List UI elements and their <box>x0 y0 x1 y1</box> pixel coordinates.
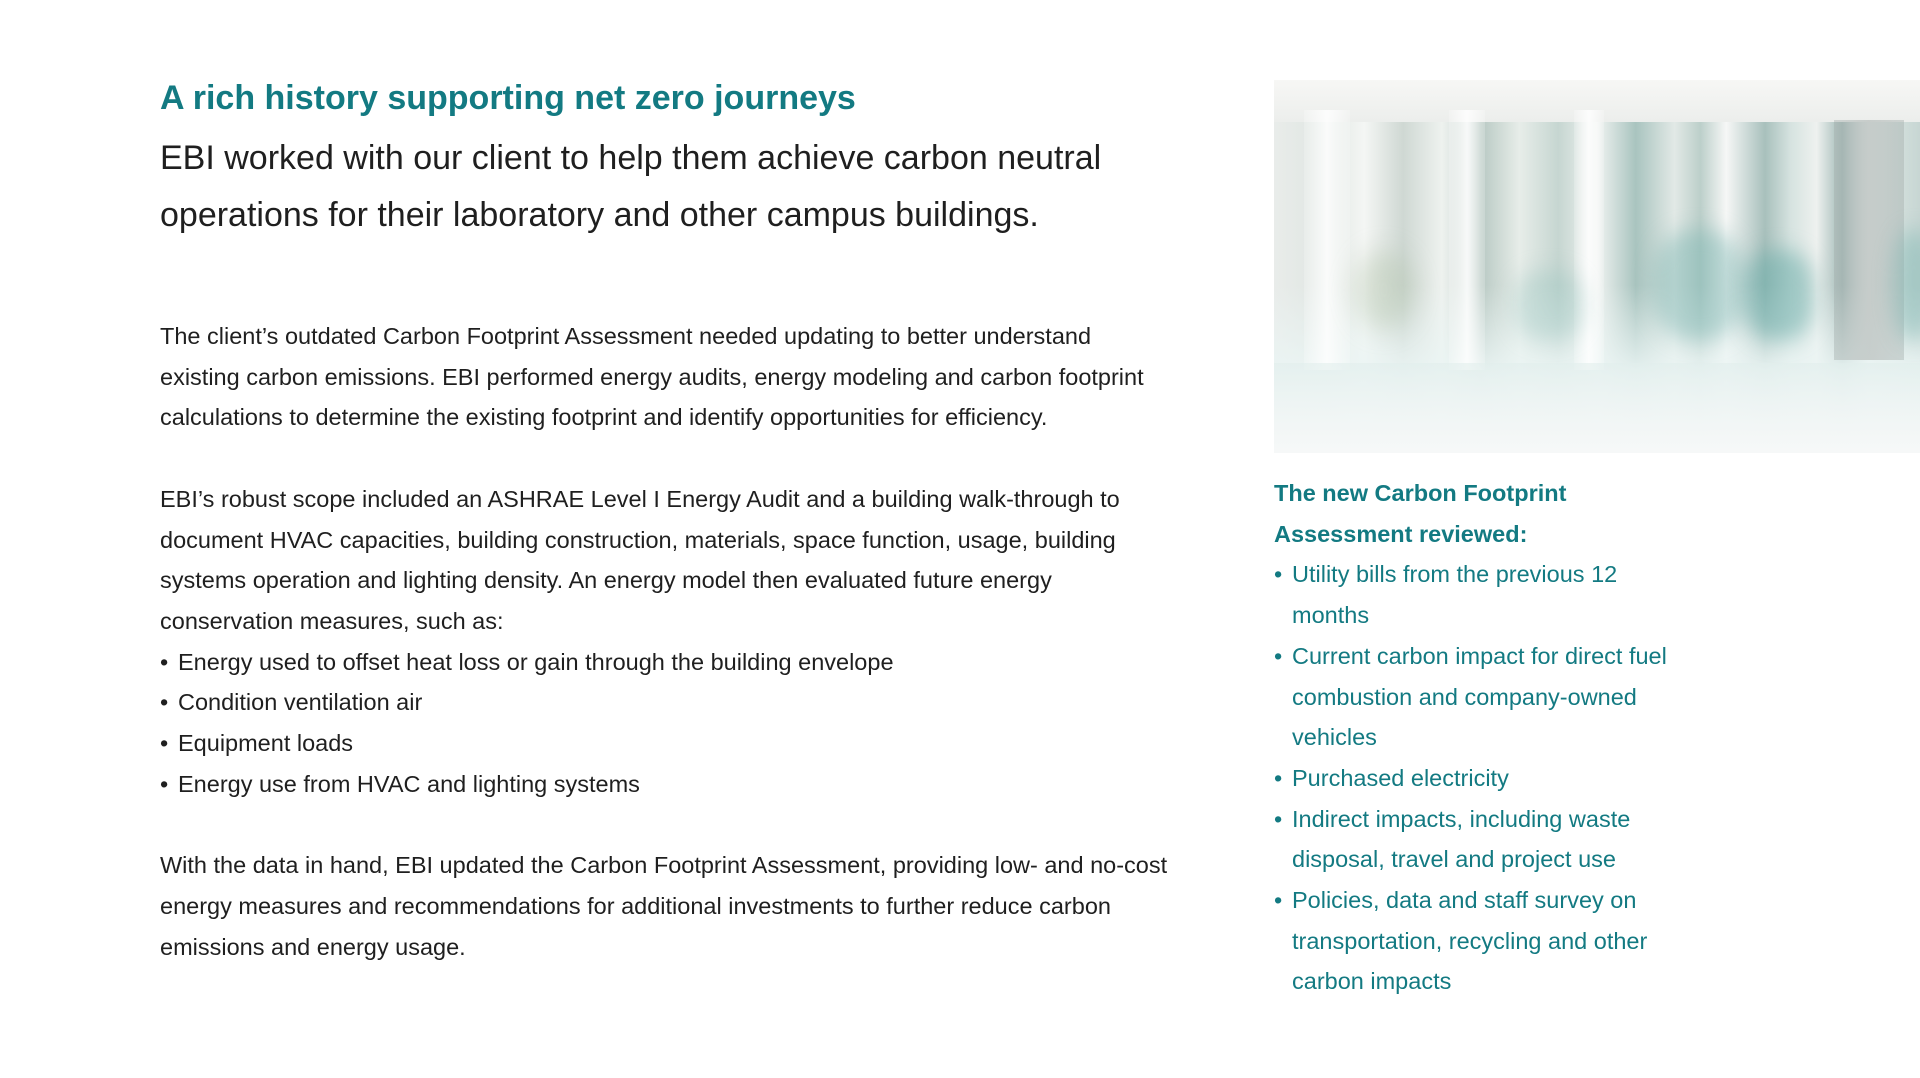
list-item <box>160 764 1170 805</box>
photo-glass <box>1894 230 1920 340</box>
list-item-text: Utility bills from the previous 12 months <box>1292 561 1618 629</box>
list-item <box>1274 554 1652 635</box>
list-item-text: Policies, data and staff survey on transportation, recycling and other carbon impacts <box>1292 887 1648 995</box>
building-interior-photo <box>1274 80 1920 453</box>
page-subhead: EBI worked with our client to help them achieve carbon neutral operations for their laboratory and other campus buildings. <box>160 139 1102 234</box>
photo-column <box>1304 110 1350 370</box>
list-item-text: Energy use from HVAC and lighting systems <box>178 770 640 797</box>
list-item-text: Condition ventilation air <box>178 689 423 716</box>
sidebar-title: The new Carbon Footprint Assessment reviewed: <box>1274 480 1567 547</box>
list-item <box>1274 758 1712 799</box>
paragraph-conclusion: With the data in hand, EBI updated the Carbon Footprint Assessment, providing low- and no-cost energy measures and recommendations for additional investments to further reduce carbon emissions and energy usage. <box>160 852 1168 960</box>
list-item-text: Indirect impacts, including waste disposal, travel and project use <box>1292 805 1631 873</box>
list-item <box>160 723 1170 764</box>
photo-greenery <box>1354 250 1414 330</box>
paragraph-intro: The client’s outdated Carbon Footprint Assessment needed updating to better understand existing carbon emissions. EBI performed energy audits, energy modeling and carbon footprint calculations to determine the existing footprint and identify opportunities for efficiency. <box>160 323 1144 431</box>
measures-list <box>160 642 1170 805</box>
list-item-text: Equipment loads <box>178 730 354 757</box>
main-content <box>160 74 1170 967</box>
list-item-text: Energy used to offset heat loss or gain through the building envelope <box>178 648 894 675</box>
paragraph-scope: EBI’s robust scope included an ASHRAE Level I Energy Audit and a building walk-through to document HVAC capacities, building construction, materials, space function, usage, building systems operation and lighting density. An energy model then evaluated future energy conservation measures, such as: <box>160 485 1120 634</box>
list-item <box>1274 880 1682 1002</box>
bullet: • <box>1274 887 1283 914</box>
photo-column <box>1834 120 1904 360</box>
photo-glass <box>1744 250 1814 340</box>
photo-column <box>1449 110 1485 370</box>
photo-floor <box>1274 363 1920 453</box>
photo-column <box>1574 110 1604 370</box>
bullet: • <box>160 770 169 797</box>
list-item <box>160 682 1170 723</box>
page-headline: A rich history supporting net zero journeys <box>160 79 856 117</box>
list-item <box>160 642 1170 683</box>
photo-glass <box>1514 270 1584 340</box>
photo-glass <box>1654 230 1744 340</box>
bullet: • <box>1274 642 1283 669</box>
review-list <box>1274 554 1774 1002</box>
bullet: • <box>1274 805 1283 832</box>
paragraph-gap <box>160 804 1170 845</box>
list-item <box>1274 799 1672 880</box>
list-item <box>1274 636 1672 758</box>
bullet: • <box>1274 764 1283 791</box>
list-item-text: Purchased electricity <box>1292 764 1509 791</box>
body-text <box>160 316 1170 967</box>
bullet: • <box>160 689 169 716</box>
sidebar-panel <box>1274 473 1774 1002</box>
bullet: • <box>160 648 169 675</box>
list-item-text: Current carbon impact for direct fuel combustion and company-owned vehicles <box>1292 642 1667 751</box>
paragraph-gap <box>160 438 1170 479</box>
bullet: • <box>1274 561 1283 588</box>
bullet: • <box>160 730 169 757</box>
